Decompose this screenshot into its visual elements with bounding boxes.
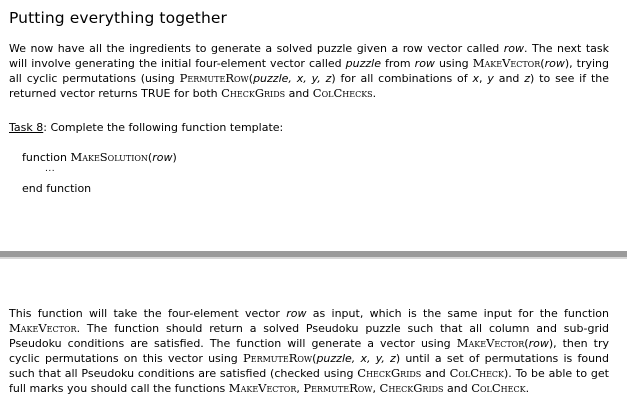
desc-text: . [525, 382, 530, 395]
code-ellipsis: ... [45, 164, 56, 174]
desc-func-makevector: MakeVector [9, 321, 77, 335]
intro-var-x: x [472, 72, 480, 85]
intro-func-checkgrids: CheckGrids [221, 86, 286, 100]
task-text: : Complete the following function template: [43, 121, 284, 134]
desc-text: ( [524, 337, 529, 350]
intro-var-row: row [503, 42, 525, 55]
intro-var-puzzle: puzzle [345, 57, 381, 70]
code-paren: ( [147, 151, 153, 164]
desc-func-checkgrids: CheckGrids [379, 381, 444, 395]
intro-var-z: z [524, 72, 531, 85]
desc-text: as input, which is the same input for the function [306, 307, 609, 320]
task-label: Task 8 [9, 121, 44, 134]
desc-text: ( [312, 352, 317, 365]
desc-text: , [296, 382, 304, 395]
intro-text: from [381, 57, 415, 70]
intro-text: . [372, 87, 377, 100]
desc-func-colcheck: ColCheck [449, 366, 505, 380]
intro-func-makevector: MakeVector [472, 56, 541, 70]
desc-text: ), then try cyclic permutations on this vector using [9, 337, 610, 365]
intro-func-permuterow: PermuteRow [179, 71, 249, 85]
page-divider-shade [0, 257, 627, 259]
desc-text: This function will take the four-element vector [9, 307, 287, 320]
desc-func-colcheck: ColCheck [471, 381, 526, 395]
code-keyword: function [22, 151, 71, 164]
intro-var-row: row [544, 57, 565, 70]
code-paren: ) [172, 151, 177, 164]
desc-text: and [421, 367, 450, 380]
task-line [9, 121, 283, 134]
intro-func-colchecks: ColChecks [312, 86, 373, 100]
intro-text: ( [248, 72, 254, 85]
intro-var-row: row [414, 57, 435, 70]
desc-text: ) until a set of permutations is found such that all Pseudoku conditions are satisfied (checked using [9, 352, 610, 380]
desc-func-permuterow: PermuteRow [243, 351, 313, 365]
desc-text: ). To be able to get full marks you should call the functions [9, 367, 609, 395]
intro-args: puzzle, x, y, z [253, 72, 332, 85]
code-function-header [22, 150, 177, 164]
desc-var-row: row [286, 307, 307, 320]
desc-text: . The function should return a solved Pseudoku puzzle such that all column and sub-grid Pseudoku conditions are satisfied. The function will generate a vector using [9, 322, 609, 350]
intro-var-y: y [487, 72, 494, 85]
intro-text: ), trying all cyclic permutations (using [9, 57, 609, 85]
intro-text: and [493, 72, 525, 85]
intro-paragraph [9, 41, 609, 101]
desc-func-permuterow: PermuteRow [303, 381, 373, 395]
description-paragraph [9, 306, 609, 396]
intro-text: and [285, 87, 313, 100]
desc-text: and [443, 382, 472, 395]
code-function-name: MakeSolution [70, 150, 148, 164]
intro-text: , [479, 72, 488, 85]
intro-text: ) to see if the returned vector returns TRUE for both [9, 72, 609, 100]
section-title: Putting everything together [9, 9, 227, 27]
desc-func-makevector: MakeVector [228, 381, 297, 395]
desc-var-row: row [528, 337, 549, 350]
desc-text: , [372, 382, 380, 395]
desc-func-checkgrids: CheckGrids [357, 366, 422, 380]
desc-args: puzzle, x, y, z [316, 352, 396, 365]
intro-text: ) for all combinations of [331, 72, 473, 85]
intro-text: ( [540, 57, 545, 70]
intro-text: using [434, 57, 473, 70]
intro-text: . The next task will involve generating the initial four-element vector called [9, 42, 610, 70]
desc-func-makevector: MakeVector [456, 336, 525, 350]
intro-text: We now have all the ingredients to generate a solved puzzle given a row vector called [9, 42, 504, 55]
code-end-function: end function [22, 182, 92, 195]
code-arg: row [152, 151, 173, 164]
